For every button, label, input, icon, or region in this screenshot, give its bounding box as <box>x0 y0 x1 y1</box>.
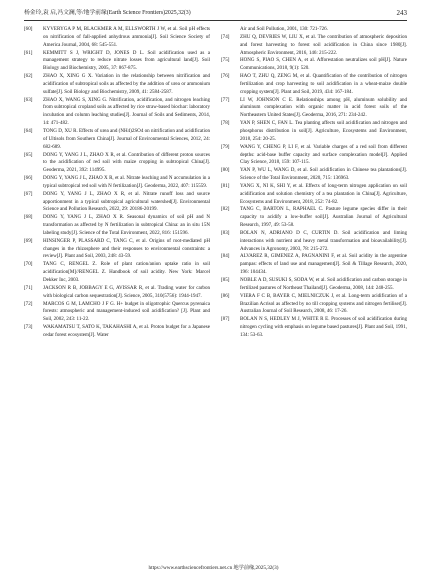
reference-entry <box>221 34 407 58</box>
reference-text: TANG C, BARTON L, RAPHAEL C. Pasture legume species differ in their capacity to acidify a low-buffer soil[J]. Australian Journal of Agricultural Research, 1997, 49: 53-58. <box>240 206 407 229</box>
reference-number: [76] <box>221 73 230 80</box>
reference-entry <box>24 97 210 128</box>
reference-number: [67] <box>24 190 33 197</box>
reference-text: TONG D, XU R. Effects of urea and (NH4)2SO4 on nitrification and acidification of Ultisols from Southern China[J]. Journal of Environmental Sciences, 2012, 24: 682-689. <box>43 127 210 150</box>
reference-text: HONG S, PIAO S, CHEN A, et al. Afforestation neutralizes soil pH[J]. Nature Communications, 2018, 9(1): 520. <box>240 57 407 72</box>
reference-entry <box>221 293 407 317</box>
reference-entry <box>221 26 407 34</box>
reference-text: HAO T, ZHU Q, ZENG M, et al. Quantification of the contribution of nitrogen fertilization and crop harvesting to soil acidification in a wheat-maize double cropping system[J]. Plant and Soil, 2019, 434: 167-184. <box>240 73 407 95</box>
reference-number: [85] <box>221 277 230 283</box>
reference-number: [70] <box>24 261 33 268</box>
reference-text: Air and Soil Pollution, 2001, 130: 721-726. <box>240 26 328 32</box>
reference-text: YAN P, WU L, WANG D, et al. Soil acidification in Chinese tea plantations[J]. Science of the Total Environment, 2020, 715: 136963. <box>240 167 407 182</box>
reference-text: ZHAO X, XING G X. Variation in the relationship between nitrification and acidification of subtropical soils as affected by the addition of urea or ammonium sulfate[J]. Soil Biology and Biochemistry, 2009, 41: 2584-2587. <box>43 73 210 95</box>
reference-text: DONG Y, YANG J L, ZHAO X R, et al. Contribution of different proton sources to the acidification of red soil with maize cropping in subtropical China[J]. Geoderma, 2021, 392: 114995. <box>43 151 210 174</box>
reference-number: [84] <box>221 253 230 260</box>
running-title: 杨金玲,袁 启,冯文澜,等/地学前缘(Earth Science Frontiers)2025,32(3) <box>24 10 191 16</box>
reference-number: [68] <box>24 214 33 221</box>
reference-entry <box>221 97 407 121</box>
reference-number: [62] <box>24 73 33 80</box>
reference-number: [72] <box>24 300 33 307</box>
reference-entry <box>24 214 210 238</box>
reference-number: [66] <box>24 175 33 182</box>
reference-text: BOLAN N, ADRIANO D C, CURTIN D. Soil acidification and liming interactions with nutrient and heavy metal transformation and bioavailability[J]. Advances in Agronomy, 2003, 78: 215-272. <box>240 229 407 252</box>
reference-text: JACKSON R B, JOBBAGY E G, AVISSAR R, et al. Trading water for carbon with biological carbon sequestration[J]. Science, 2005, 310(5756): 1944-1947. <box>43 284 210 299</box>
reference-text: DONG Y, YANG J L, ZHAO X R, et al. Nitrate leaching and N accumulation in a typical subtropical red soil with N fertilization[J]. Geoderma, 2022, 407: 115559. <box>43 175 210 189</box>
reference-text: HINSINGER P, PLASSARD C, TANG C, et al. Origins of root-mediated pH changes in the rhizosphere and their responses to environmental constraints: a review[J]. Plant and Soil, 2003, 248: 43-59. <box>43 237 210 260</box>
reference-number: [71] <box>24 284 33 291</box>
reference-entry <box>221 206 407 230</box>
reference-entry <box>24 128 210 152</box>
reference-number: [77] <box>221 96 230 103</box>
reference-number: [60] <box>24 26 33 32</box>
reference-entry <box>24 50 210 74</box>
reference-entry <box>221 277 407 293</box>
reference-number: [69] <box>24 237 33 244</box>
reference-entry <box>24 285 210 301</box>
reference-number: [82] <box>221 206 230 213</box>
reference-entry <box>221 183 407 207</box>
reference-entry <box>221 57 407 73</box>
reference-text: TANG C, RENGEL Z. Role of plant cation/anion uptake ratio in soil acidification[M]//RENGEL Z. Handbook of soil acidity. New York: Marcel Dekker Inc, 2003. <box>43 261 210 283</box>
reference-number: [65] <box>24 151 33 158</box>
reference-entry <box>24 238 210 262</box>
reference-column-left <box>24 26 210 340</box>
reference-number: [73] <box>24 324 33 331</box>
reference-entry <box>24 191 210 215</box>
reference-entry <box>24 301 210 325</box>
reference-number: [61] <box>24 49 33 56</box>
reference-text: NOBLE A D, SUSUKI S, SODA W, et al. Soil acidification and carbon storage in fertilized pastures of Northeast Thailand[J]. Geoderma, 2008, 144: 248-255. <box>240 277 407 291</box>
reference-entry <box>24 26 210 50</box>
reference-column-right <box>221 26 407 340</box>
reference-number: [79] <box>221 143 230 150</box>
reference-text: WAKAMATSU T, SATO K, TAKAHASHI A, et al. Proton budget for a Japanese cedar forest ecosystem[J]. Water <box>43 324 210 338</box>
reference-text: YAN P, SHEN C, FAN L. Tea planting affects soil acidification and nitrogen and phosphorus distribution in soil[J]. Agriculture, Ecosystems and Environment, 2018, 254: 20-25. <box>240 120 407 142</box>
reference-text: ZHU Q, DEVRIES W, LIU X, et al. The contribution of atmospheric deposition and forest harvesting to forest soil acidification in China since 1980[J]. Atmospheric Environment, 2016, 146: 215-222. <box>240 33 407 56</box>
reference-entry <box>221 73 407 97</box>
reference-text: WANG Y, CHENG P, LI F, et al. Variable charges of a red soil from different depths: acid-base buffer capacity and surface complexation model[J]. Applied Clay Science, 2018, 159: 107-115. <box>240 143 407 166</box>
reference-number: [74] <box>221 33 230 40</box>
reference-number: [87] <box>221 316 230 323</box>
reference-entry <box>221 167 407 183</box>
reference-text: VIERA F C B, BAYER C, MIELNICZUK J, et al. Long-term acidification of a Brazilian Acrisol as affected by no till cropping systems and nitrogen fertiliser[J]. Australian Journal of Soil Research, 2008, 46: 17-26. <box>240 292 407 315</box>
reference-entry <box>221 120 407 144</box>
reference-number: [64] <box>24 127 33 134</box>
reference-text: DONG Y, YANG J L, ZHAO X R. Seasonal dynamics of soil pH and N transformation as affected by N fertilization in subtropical China: an in situ 15N labeling study[J]. Science of the Total Environment, 2022, 816: 151596. <box>43 214 210 236</box>
running-header <box>24 6 407 21</box>
reference-number: [81] <box>221 182 230 189</box>
page-footer: https://www.earthsciencefrontiers.net.cn 地学前缘,2025,32(3) <box>148 565 279 571</box>
page-number: 243 <box>396 9 407 17</box>
reference-entry <box>24 261 210 285</box>
reference-entry <box>221 144 407 168</box>
reference-text: DONG Y, YANG J L, ZHAO X R, et al. Nitrate runoff loss and source apportionment in a typical subtropical agricultural watershed[J]. Environmental Science and Pollution Research, 2022, 29: 20186-20199. <box>43 190 210 213</box>
reference-text: ALVAREZ R, GIMENEZ A, PAGNANINI F, et al. Soil acidity in the argentine pampas: effects of land use and management[J]. Soil & Tillage Research, 2020, 196: 104434. <box>240 253 407 276</box>
reference-number: [83] <box>221 229 230 236</box>
reference-text: KEMMITT S J, WRIGHT D, JONES D L. Soil acidification used as a management strategy to reduce nitrate losses from agricultural land[J]. Soil Biology and Biochemistry, 2005, 37: 867-875. <box>43 49 210 72</box>
reference-number: [63] <box>24 96 33 103</box>
reference-text: LI W, JOHNSON C E. Relationships among pH, aluminum solubility and aluminum complexation with organic matter in acid forest soils of the Northeastern United States[J]. Geoderma, 2016, 271: 234-242. <box>240 96 407 119</box>
reference-number: [75] <box>221 57 230 64</box>
reference-entry <box>24 175 210 191</box>
reference-text: ZHAO X, WANG S, XING G. Nitrification, acidification, and nitrogen leaching from subtropical cropland soils as affected by rice straw-based biochar: laboratory incubation and column leaching studies[J]. Journal of Soils and Sediments, 2014, 14: 471-482. <box>43 96 210 127</box>
reference-entry <box>24 324 210 340</box>
reference-entry <box>221 230 407 254</box>
reference-entry <box>221 316 407 340</box>
reference-text: BOLAN N S, HEDLEY M J, WHITE R E. Processes of soil acidification during nitrogen cycling with emphasis on legume based pastures[J]. Plant and Soil, 1991, 134: 53-63. <box>240 316 407 338</box>
reference-entry <box>221 253 407 277</box>
reference-number: [80] <box>221 167 230 174</box>
reference-number: [86] <box>221 292 230 299</box>
reference-text: KYVERYGA P M, BLACKMER A M, ELLSWORTH J W, et al. Soil pH effects on nitrification of fall-applied anhydrous ammonia[J]. Soil Science Society of America Journal, 2004, 68: 545-551. <box>43 26 210 48</box>
reference-entry <box>24 73 210 97</box>
reference-entry <box>24 152 210 176</box>
reference-number: [78] <box>221 120 230 127</box>
reference-text: YANG X, NI K, SHI Y, et al. Effects of long-term nitrogen application on soil acidification and solution chemistry of a tea plantation in China[J]. Agriculture, Ecosystems and Environment, 2018, 252: 74-82. <box>240 182 407 205</box>
reference-text: MARCOS G M, LAMCHO J F G. H+ budget in oligotrophic Quercus pyrenaica forests: atmospheric and management-induced soil acidification? [J]. Plant and Soil, 2002, 243: 11-22. <box>43 300 210 323</box>
